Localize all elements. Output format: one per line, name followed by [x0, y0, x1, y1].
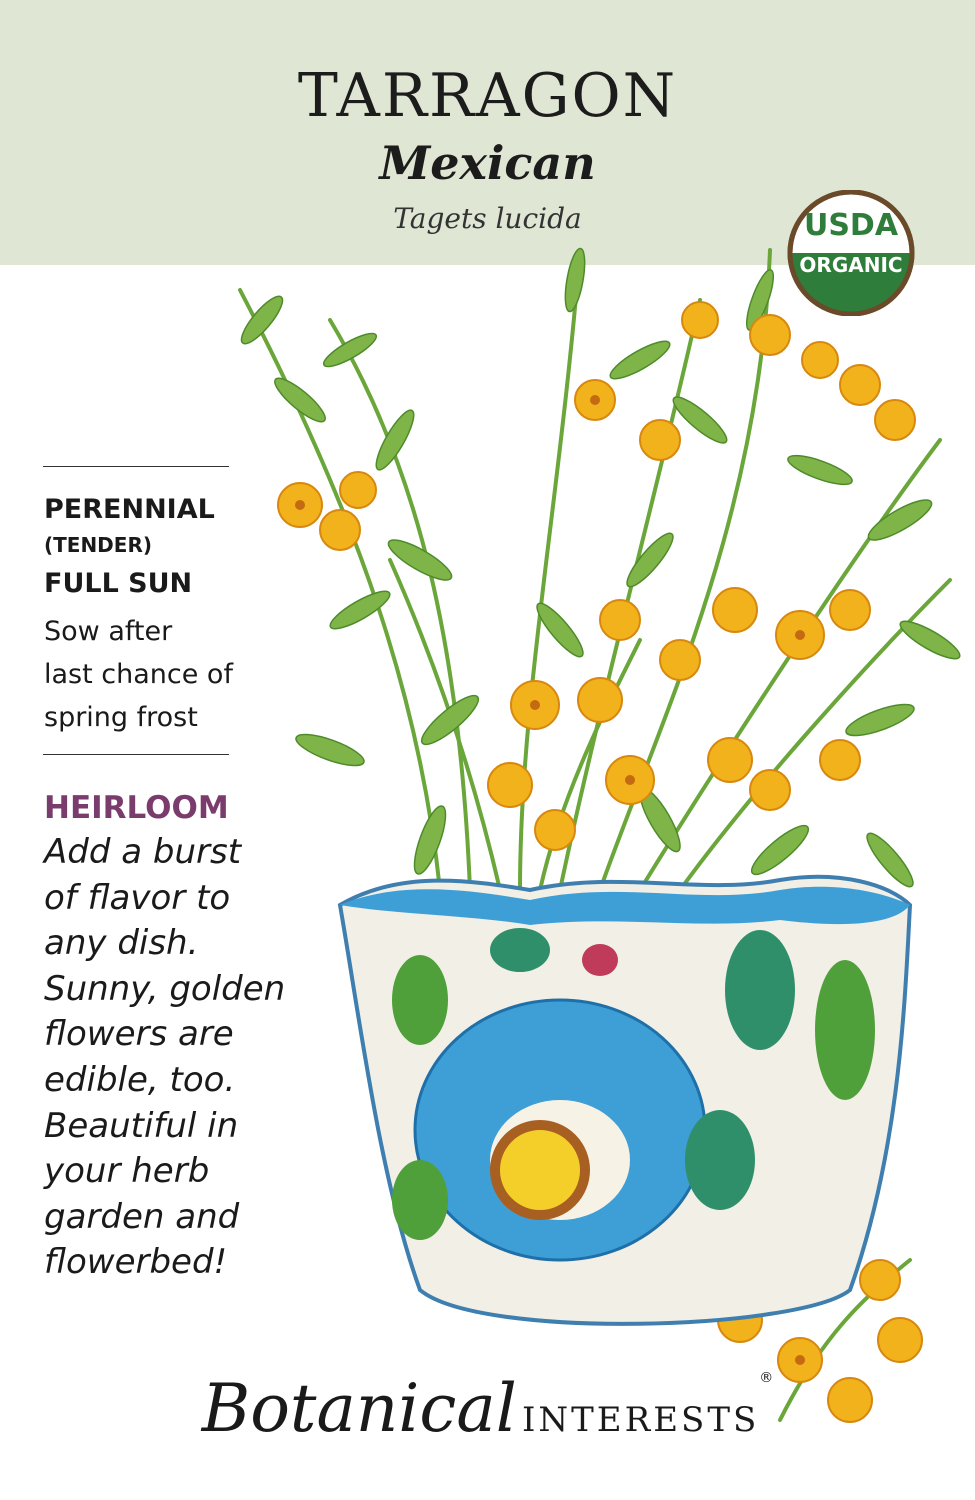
badge-bottom-text: ORGANIC: [799, 253, 903, 277]
product-variety: Mexican: [379, 136, 596, 190]
description-line: Sunny, golden: [44, 968, 286, 1009]
brand-caps: INTERESTS: [521, 1400, 760, 1440]
description-line: edible, too.: [44, 1059, 236, 1100]
product-title: TARRAGON: [297, 61, 678, 131]
divider-top: [43, 466, 229, 467]
latin-name: Tagets lucida: [393, 202, 582, 235]
description: [44, 830, 344, 1286]
tender-label: (TENDER): [44, 533, 152, 557]
description-line: any dish.: [44, 923, 199, 964]
sow-line: Sow after: [44, 616, 173, 647]
description-line: of flavor to: [44, 877, 231, 918]
sow-line: last chance of: [44, 659, 233, 690]
registered-mark: ®: [759, 1370, 774, 1386]
description-line: garden and: [44, 1196, 240, 1237]
brand-logo: [0, 1370, 975, 1447]
heirloom-label: HEIRLOOM: [44, 790, 229, 826]
sow-line: spring frost: [44, 702, 198, 733]
divider-middle: [43, 754, 229, 755]
badge-top-text: USDA: [803, 208, 899, 243]
description-line: Beautiful in: [44, 1105, 239, 1146]
usda-organic-badge: [778, 190, 924, 316]
pot: [340, 877, 910, 1324]
description-line: flowers are: [44, 1014, 234, 1055]
sow-instructions: [44, 610, 264, 739]
leaves: [236, 247, 964, 892]
description-line: your herb: [44, 1151, 210, 1192]
full-sun-label: FULL SUN: [44, 568, 193, 599]
brand-script: Botanical: [201, 1370, 517, 1447]
description-line: flowerbed!: [44, 1242, 228, 1283]
perennial-label: PERENNIAL: [44, 494, 215, 525]
description-line: Add a burst: [44, 832, 242, 872]
